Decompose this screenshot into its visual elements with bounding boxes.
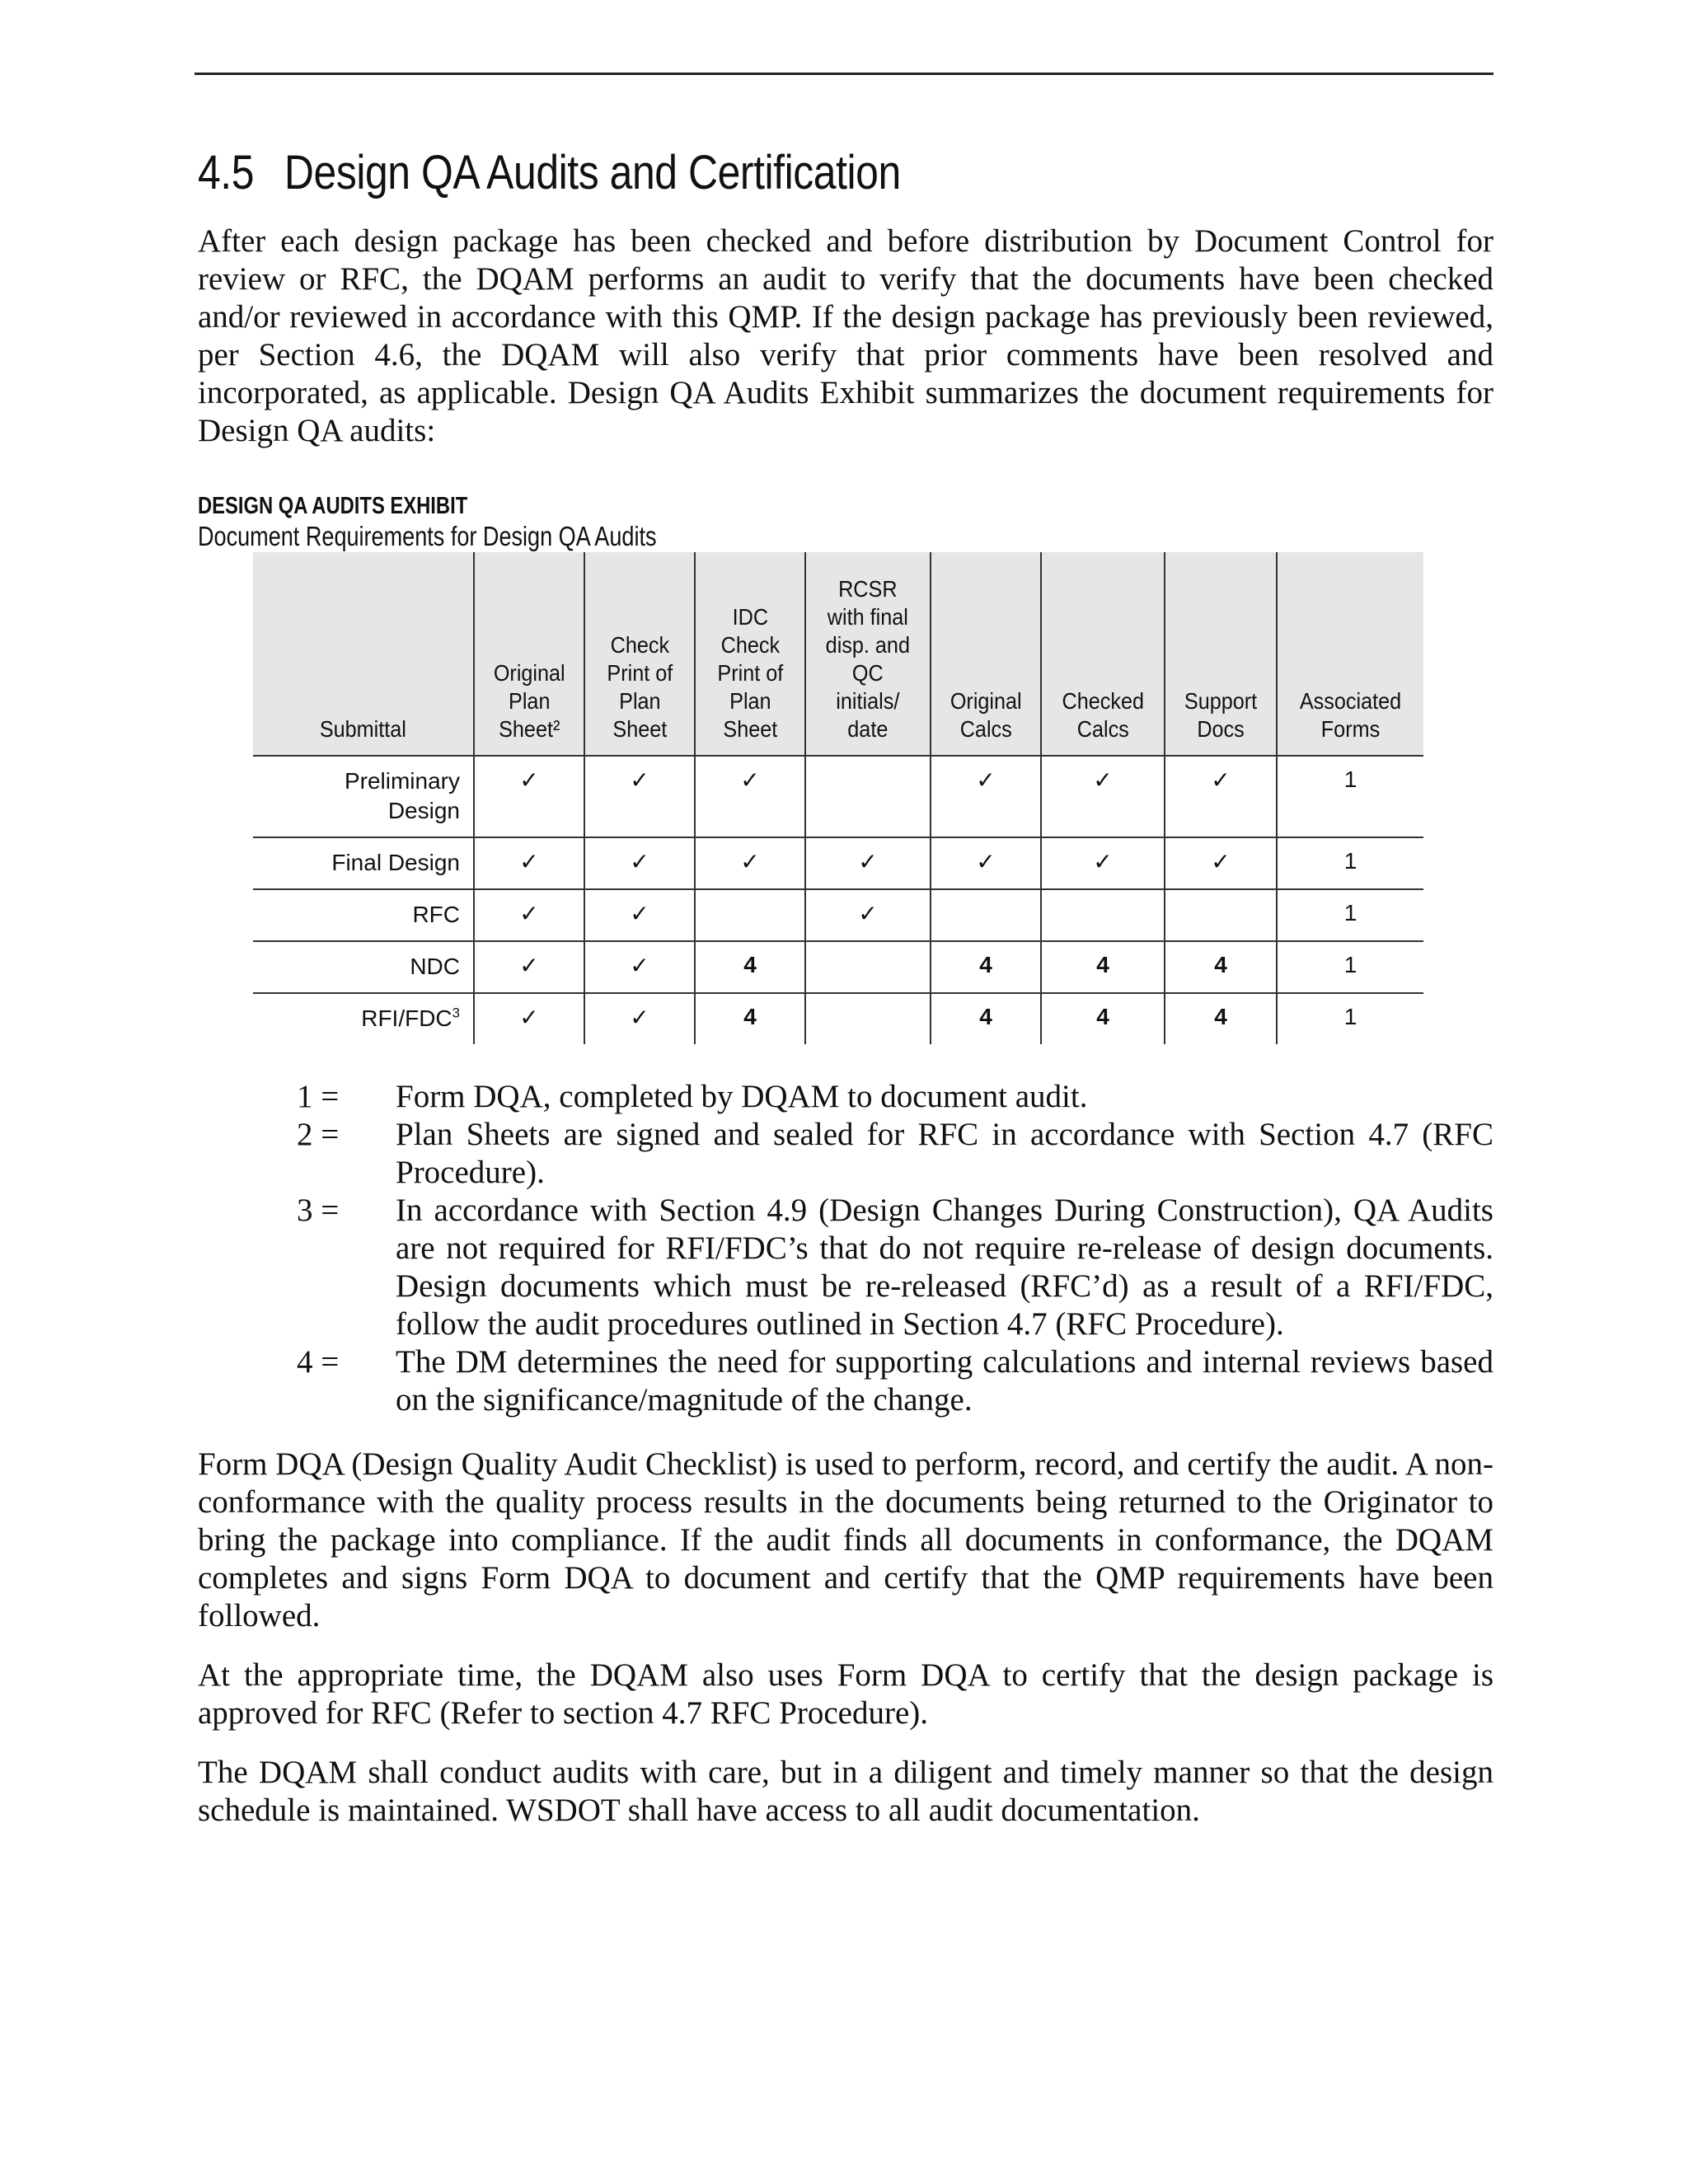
column-header-line: QC: [852, 660, 884, 686]
submittal-label: RFI/FDC: [361, 1005, 452, 1031]
submittal-label: NDC: [410, 954, 460, 979]
table-body: [253, 756, 1423, 1044]
checkmark-icon: ✓: [1041, 756, 1165, 837]
footnote-item: [198, 1116, 1493, 1192]
footnote-text: Plan Sheets are signed and sealed for RFC in accordance with Section 4.7 (RFC Procedure).: [396, 1117, 1493, 1190]
column-header: [584, 552, 695, 756]
checkmark-icon: ✓: [584, 889, 695, 941]
empty-cell: [805, 941, 931, 993]
paragraph-form-dqa: Form DQA (Design Quality Audit Checklist) is used to perform, record, and certify the audit. A non-conformance with the quality process results in the documents being returned to the Originator to bring the package into compliance. If the audit finds all documents in conformance, the DQAM completes and signs Form DQA to document and certify that the QMP requirements have been followed.: [198, 1446, 1493, 1633]
section-heading: [198, 145, 901, 200]
checkmark-icon: ✓: [695, 756, 805, 837]
table-row: [253, 837, 1423, 889]
checkmark-icon: ✓: [931, 756, 1041, 837]
column-header-line: Print of: [717, 660, 783, 686]
checkmark-icon: ✓: [584, 993, 695, 1044]
column-header: [695, 552, 805, 756]
column-header-line: Docs: [1197, 716, 1245, 742]
checkmark-icon: ✓: [474, 941, 584, 993]
footnote-item: [198, 1192, 1493, 1343]
submittal-cell: [253, 756, 474, 837]
column-header-line: Sheet: [612, 716, 667, 742]
empty-cell: [805, 993, 931, 1044]
table-row: [253, 941, 1423, 993]
checkmark-icon: ✓: [584, 941, 695, 993]
empty-cell: [1165, 889, 1277, 941]
forms-count-cell: 1: [1277, 993, 1423, 1044]
exhibit-table: [253, 552, 1423, 1044]
footnote-ref-cell: 4: [1041, 993, 1165, 1044]
empty-cell: [1041, 889, 1165, 941]
footnote-item: [198, 1078, 1493, 1116]
submittal-cell: [253, 837, 474, 889]
checkmark-icon: ✓: [805, 889, 931, 941]
checkmark-icon: ✓: [1165, 837, 1277, 889]
column-header-line: IDC: [732, 604, 768, 630]
footnote-text: In accordance with Section 4.9 (Design Changes During Construction), QA Audits are not required for RFI/FDC’s that do not require re-release of design documents. Design documents which must be re-released (RFC’d) as a result of a RFI/FDC, follow the audit procedures outlined in Section 4.7 (RFC Procedure).: [396, 1193, 1493, 1342]
column-header: [931, 552, 1041, 756]
footnote-ref-cell: 4: [1165, 993, 1277, 1044]
column-header-line: date: [847, 716, 889, 742]
footnote-item: [198, 1343, 1493, 1419]
checkmark-icon: ✓: [1041, 837, 1165, 889]
footnote-key: 4 =: [297, 1344, 340, 1380]
footnote-ref-cell: 4: [931, 941, 1041, 993]
intro-paragraph: After each design package has been checked and before distribution by Document Control for review or RFC, the DQAM performs an audit to verify that the documents have been checked and/or reviewed in accordance with this QMP. If the design package has previously been reviewed, per Section 4.6, the DQAM will also verify that prior comments have been resolved and incorporated, as applicable. Design QA Audits Exhibit summarizes the document requirements for Design QA audits:: [198, 223, 1493, 448]
submittal-cell: [253, 941, 474, 993]
footnote-key: 1 =: [297, 1079, 340, 1114]
column-header-line: RCSR: [838, 576, 898, 602]
checkmark-icon: ✓: [474, 889, 584, 941]
column-header: [1277, 552, 1423, 756]
empty-cell: [695, 889, 805, 941]
footnote-text: Form DQA, completed by DQAM to document audit.: [396, 1079, 1088, 1114]
checkmark-icon: ✓: [695, 837, 805, 889]
footnote-ref-cell: 4: [1041, 941, 1165, 993]
forms-count-cell: 1: [1277, 837, 1423, 889]
forms-count-cell: 1: [1277, 889, 1423, 941]
column-header-line: Plan: [618, 688, 661, 714]
column-header-line: Calcs: [959, 716, 1012, 742]
column-header: [1165, 552, 1277, 756]
forms-count-cell: 1: [1277, 756, 1423, 837]
column-header-line: Print of: [607, 660, 673, 686]
column-header-line: with final: [827, 604, 909, 630]
column-header-line: Checked: [1062, 688, 1144, 714]
column-header-line: disp. and: [825, 632, 911, 658]
footnote-text: The DM determines the need for supporting calculations and internal reviews based on the significance/magnitude of the change.: [396, 1344, 1493, 1418]
empty-cell: [931, 889, 1041, 941]
footnote-ref-cell: 4: [695, 993, 805, 1044]
footnote-ref-cell: 4: [1165, 941, 1277, 993]
column-header-line: initials/: [836, 688, 900, 714]
checkmark-icon: ✓: [474, 993, 584, 1044]
checkmark-icon: ✓: [1165, 756, 1277, 837]
column-header: [805, 552, 931, 756]
checkmark-icon: ✓: [474, 756, 584, 837]
exhibit-title: DESIGN QA AUDITS EXHIBIT: [198, 493, 468, 519]
footnotes: [198, 1078, 1493, 1419]
table-row: [253, 993, 1423, 1044]
footnote-ref-cell: 4: [931, 993, 1041, 1044]
footnote-key: 3 =: [297, 1193, 340, 1228]
table-header-row: [253, 552, 1423, 756]
section-title: Design QA Audits and Certification: [284, 146, 901, 199]
column-header-line: Plan: [729, 688, 771, 714]
footnote-ref-cell: 4: [695, 941, 805, 993]
checkmark-icon: ✓: [805, 837, 931, 889]
submittal-label: Preliminary: [344, 768, 460, 794]
column-header-line: Sheet: [723, 716, 777, 742]
column-header-line: Check: [720, 632, 780, 658]
column-header: [1041, 552, 1165, 756]
column-header-line: Submittal: [319, 716, 407, 742]
footnote-key: 2 =: [297, 1117, 340, 1152]
column-header-line: Sheet²: [498, 716, 560, 742]
empty-cell: [805, 756, 931, 837]
column-header-line: Original: [493, 660, 565, 686]
exhibit-subtitle: Document Requirements for Design QA Audits: [198, 521, 657, 551]
paragraph-rfc-certification: At the appropriate time, the DQAM also uses Form DQA to certify that the design package is approved for RFC (Refer to section 4.7 RFC Procedure).: [198, 1657, 1493, 1731]
checkmark-icon: ✓: [584, 756, 695, 837]
column-header-line: Plan: [508, 688, 551, 714]
header-rule: [195, 73, 1493, 75]
submittal-cell: [253, 993, 474, 1044]
column-header-line: Support: [1184, 688, 1258, 714]
checkmark-icon: ✓: [474, 837, 584, 889]
submittal-label: Design: [387, 798, 460, 823]
column-header-line: Original: [950, 688, 1022, 714]
submittal-cell: [253, 889, 474, 941]
forms-count-cell: 1: [1277, 941, 1423, 993]
column-header-line: Associated: [1299, 688, 1402, 714]
table-row: [253, 756, 1423, 837]
submittal-label: Final Design: [331, 850, 460, 875]
footnote-marker: 3: [452, 1005, 460, 1021]
column-header: [474, 552, 584, 756]
submittal-label: RFC: [412, 902, 460, 927]
column-header-line: Forms: [1320, 716, 1381, 742]
table-row: [253, 889, 1423, 941]
checkmark-icon: ✓: [584, 837, 695, 889]
checkmark-icon: ✓: [931, 837, 1041, 889]
column-header: [253, 552, 474, 756]
column-header-line: Calcs: [1076, 716, 1129, 742]
column-header-line: Check: [610, 632, 669, 658]
section-number: 4.5: [198, 146, 255, 199]
paragraph-audit-timing: The DQAM shall conduct audits with care, but in a diligent and timely manner so that the design schedule is maintained. WSDOT shall have access to all audit documentation.: [198, 1755, 1493, 1828]
